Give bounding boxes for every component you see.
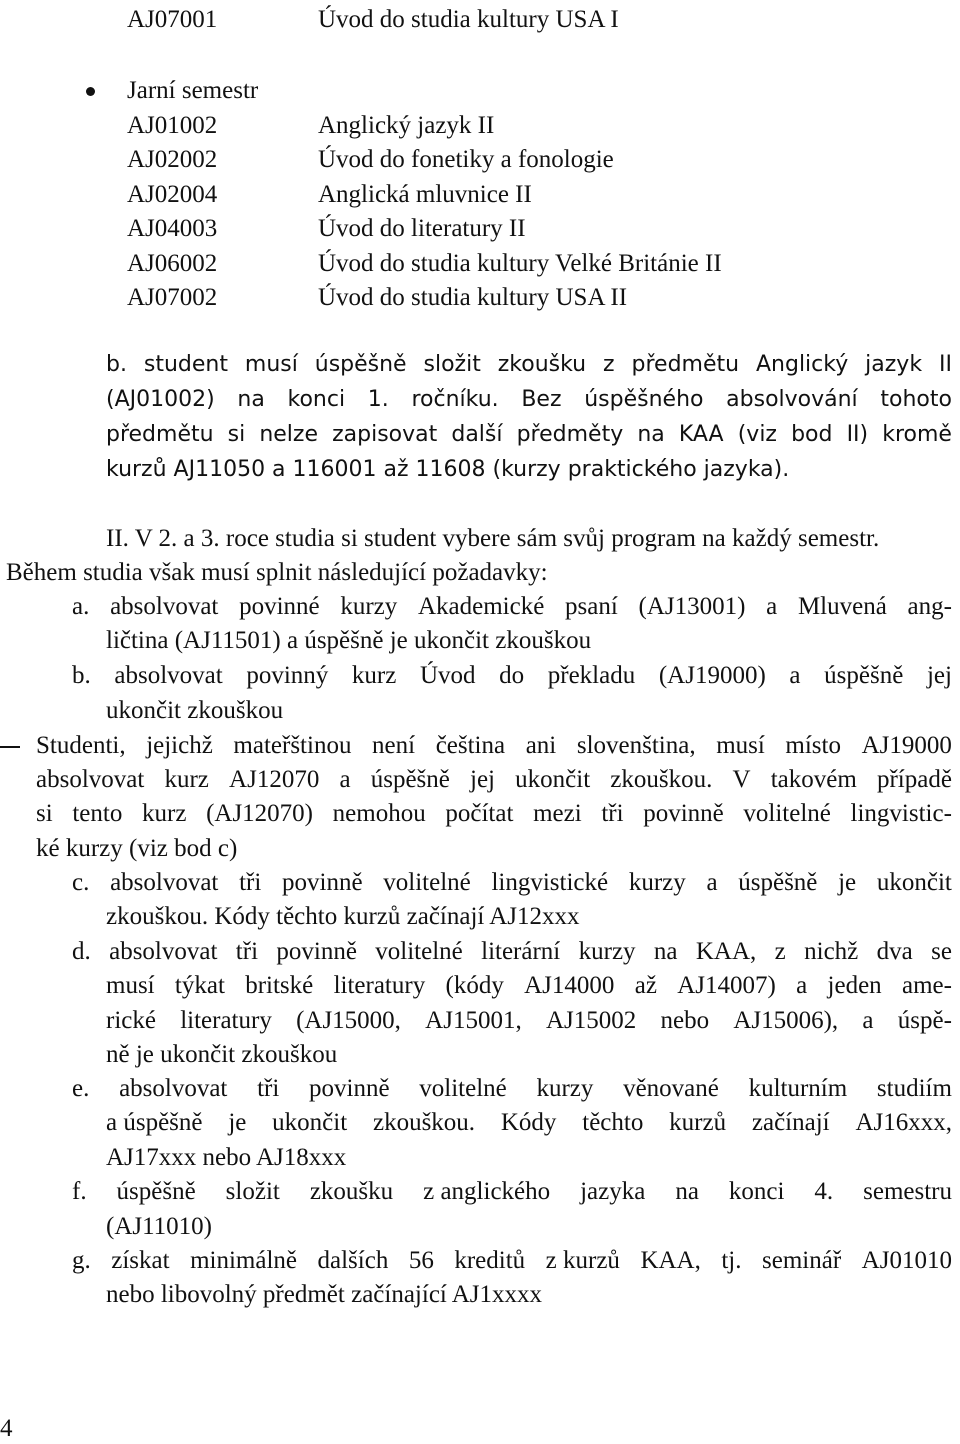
word: složit [225, 1178, 280, 1205]
word: britské [245, 972, 314, 999]
word: AJ16xxx, [855, 1109, 952, 1136]
word: kurz [351, 662, 397, 689]
word: (AJ01002) [106, 387, 215, 412]
word: povinné [239, 593, 320, 620]
word: dva [876, 938, 913, 965]
word: kurzy [340, 593, 398, 620]
word: absolvovat [110, 869, 219, 896]
word: nelze [259, 422, 319, 447]
word: začínají [751, 1109, 830, 1136]
word: absolvovat [109, 938, 218, 965]
word: tento [72, 800, 123, 827]
word: literární [481, 938, 561, 965]
word: předměty [516, 422, 624, 447]
word: Studenti, [36, 732, 126, 759]
requirement-a [72, 592, 952, 622]
requirement-d: ně je ukončit zkouškou [106, 1041, 338, 1068]
word: čeština [435, 732, 506, 759]
word: nebo [660, 1007, 710, 1034]
word: zkouškou. [610, 766, 713, 793]
word: je [838, 869, 857, 896]
word: povinný [246, 662, 329, 689]
section-b-line [106, 420, 952, 450]
word: z [603, 352, 615, 377]
requirement-d [106, 971, 952, 1001]
word: povinně [276, 938, 357, 965]
word: konci [287, 387, 346, 412]
word: 4. [814, 1178, 834, 1205]
word: Kódy [500, 1109, 557, 1136]
course-title: Úvod do studia kultury USA I [318, 6, 619, 33]
word: II [938, 352, 952, 377]
word: kromě [882, 422, 952, 447]
word: a [796, 972, 808, 999]
word: na [637, 422, 665, 447]
requirement-e [106, 1108, 952, 1138]
word: úspěšně [116, 1178, 196, 1205]
word: ukončit [272, 1109, 348, 1136]
word: lingvistic- [850, 800, 952, 827]
word: a [339, 766, 351, 793]
word: KAA [678, 422, 724, 447]
course-title: Úvod do literatury II [318, 215, 526, 242]
word: z anglického [423, 1178, 551, 1205]
word: z [774, 938, 786, 965]
word: věnované [623, 1075, 719, 1102]
word: a úspěšně [106, 1109, 203, 1136]
word: bod [791, 422, 833, 447]
word: další [451, 422, 503, 447]
word: (AJ13001) [638, 593, 746, 620]
word: Anglický [755, 352, 849, 377]
word: AJ15001, [425, 1007, 522, 1034]
word: musí [716, 732, 765, 759]
word: tři [235, 938, 259, 965]
word: ang- [907, 593, 952, 620]
word: a [862, 1007, 874, 1034]
word: Mluvená [797, 593, 887, 620]
word: AJ14007) [677, 972, 776, 999]
requirement-d [72, 937, 952, 967]
word: není [372, 732, 416, 759]
word: jazyka [580, 1178, 646, 1205]
course-code: AJ06002 [127, 250, 218, 277]
word: musí [106, 972, 155, 999]
word: a [766, 593, 778, 620]
word: úspěšně [314, 352, 407, 377]
word: ukončit [515, 766, 591, 793]
word: až [634, 972, 657, 999]
word: předmětu [631, 352, 740, 377]
course-code: AJ07002 [127, 284, 218, 311]
word: seminář [762, 1247, 842, 1274]
note-line [36, 731, 952, 761]
word: povinně [309, 1075, 390, 1102]
course-title: Anglický jazyk II [318, 112, 495, 139]
word: d. [72, 938, 91, 965]
word: KAA, [640, 1247, 701, 1274]
requirement-f: (AJ11010) [106, 1213, 213, 1240]
word: AJ01010 [861, 1247, 952, 1274]
section-II-line: Během studia však musí splnit následující požadavky: [6, 559, 548, 586]
word: slovenština, [576, 732, 696, 759]
word: předmětu [106, 422, 214, 447]
word: zkoušku [497, 352, 587, 377]
word: g. [72, 1247, 91, 1274]
word: b. [72, 662, 91, 689]
word: úspě- [897, 1007, 952, 1034]
word: na [237, 387, 265, 412]
word: se [931, 938, 952, 965]
requirement-g: nebo libovolný předmět začínající AJ1xxxx [106, 1281, 543, 1308]
word: konci [728, 1178, 785, 1205]
word: na [675, 1178, 699, 1205]
course-title: Úvod do studia kultury Velké Británie II [318, 250, 722, 277]
word: si [36, 800, 53, 827]
word: tj. [721, 1247, 742, 1274]
course-code: AJ07001 [127, 6, 218, 33]
word: těchto [582, 1109, 644, 1136]
word: mateřštinou [233, 732, 352, 759]
course-code: AJ04003 [127, 215, 218, 242]
word: kurzy [536, 1075, 594, 1102]
word: překladu [547, 662, 636, 689]
word: (AJ15000, [296, 1007, 401, 1034]
word: absolvovat [114, 662, 223, 689]
word: ukončit [876, 869, 952, 896]
word: jazyk [865, 352, 923, 377]
bullet-icon [86, 87, 95, 96]
word: e. [72, 1075, 90, 1102]
dash-icon [0, 746, 20, 748]
word: musí [244, 352, 298, 377]
word: absolvování [726, 387, 858, 412]
word: volitelné [383, 869, 471, 896]
word: jeden [827, 972, 882, 999]
course-code: AJ01002 [127, 112, 218, 139]
word: volitelné [743, 800, 831, 827]
word: b. [106, 352, 127, 377]
semester-label: Jarní semestr [127, 77, 259, 104]
word: Bez [521, 387, 562, 412]
word: zkoušku [309, 1178, 394, 1205]
course-code: AJ02004 [127, 181, 218, 208]
word: takovém [770, 766, 857, 793]
word: AJ12070 [229, 766, 320, 793]
course-code: AJ02002 [127, 146, 218, 173]
word: AJ14000 [524, 972, 615, 999]
requirement-c [72, 868, 952, 898]
course-title: Úvod do studia kultury USA II [318, 284, 628, 311]
requirement-a: ličtina (AJ11501) a úspěšně je ukončit zkouškou [106, 627, 592, 654]
word: kurz [142, 800, 187, 827]
word: absolvovat [119, 1075, 228, 1102]
word: KAA, [695, 938, 757, 965]
requirement-g [72, 1246, 952, 1276]
word: si [227, 422, 246, 447]
word: tři [257, 1075, 280, 1102]
word: literatury [333, 972, 426, 999]
word: kreditů [454, 1247, 526, 1274]
word: je [228, 1109, 247, 1136]
word: AJ15006), [733, 1007, 839, 1034]
course-title: Anglická mluvnice II [318, 181, 532, 208]
note-line: ké kurzy (viz bod c) [36, 835, 238, 862]
word: povinně [643, 800, 724, 827]
word: volitelné [419, 1075, 507, 1102]
requirement-b: ukončit zkouškou [106, 697, 284, 724]
word: získat [111, 1247, 170, 1274]
word: jejichž [146, 732, 213, 759]
section-b-line [106, 385, 952, 415]
requirement-b [72, 661, 952, 691]
word: úspěšně [824, 662, 904, 689]
word: 1. [367, 387, 389, 412]
word: literatury [180, 1007, 272, 1034]
word: II) [846, 422, 869, 447]
word: počítat [445, 800, 514, 827]
requirement-e [72, 1074, 952, 1104]
word: studiím [876, 1075, 952, 1102]
section-b-line: kurzů AJ11050 a 116001 až 11608 (kurzy praktického jazyka). [106, 457, 790, 482]
word: týkat [174, 972, 225, 999]
word: AJ15002 [545, 1007, 637, 1034]
word: povinně [282, 869, 363, 896]
word: mezi [533, 800, 582, 827]
word: tři [601, 800, 624, 827]
page-number: 4 [0, 1415, 13, 1442]
word: student [143, 352, 228, 377]
word: Úvod [419, 662, 476, 689]
word: psaní [565, 593, 618, 620]
course-title: Úvod do fonetiky a fonologie [318, 146, 614, 173]
word: V [732, 766, 751, 793]
word: kurzů [669, 1109, 727, 1136]
word: místo [785, 732, 841, 759]
word: (AJ12070) [206, 800, 314, 827]
word: jej [926, 662, 952, 689]
section-b-line [106, 350, 952, 380]
word: (kódy [445, 972, 504, 999]
word: úspěšně [370, 766, 450, 793]
note-line [36, 765, 952, 795]
word: a [706, 869, 718, 896]
word: složit [423, 352, 481, 377]
word: absolvovat [110, 593, 219, 620]
word: minimálně [190, 1247, 297, 1274]
word: ročníku. [411, 387, 499, 412]
word: 56 [408, 1247, 434, 1274]
word: AJ19000 [861, 732, 952, 759]
note-line [36, 799, 952, 829]
word: ani [525, 732, 557, 759]
word: dalších [317, 1247, 389, 1274]
word: absolvovat [36, 766, 145, 793]
requirement-e: AJ17xxx nebo AJ18xxx [106, 1144, 347, 1171]
word: kurz [164, 766, 209, 793]
requirement-f [72, 1177, 952, 1207]
word: a [789, 662, 801, 689]
word: rické [106, 1007, 156, 1034]
word: kurzy [578, 938, 636, 965]
word: do [499, 662, 525, 689]
word: zkouškou. [372, 1109, 476, 1136]
word: (viz [737, 422, 777, 447]
word: tři [239, 869, 262, 896]
word: nichž [804, 938, 859, 965]
requirement-c: zkouškou. Kódy těchto kurzů začínají AJ12xxx [106, 903, 580, 930]
word: zapisovat [332, 422, 438, 447]
word: kurzy [628, 869, 686, 896]
word: na [653, 938, 678, 965]
requirement-d [106, 1006, 952, 1036]
word: volitelné [375, 938, 463, 965]
word: úspěšného [584, 387, 704, 412]
word: (AJ19000) [658, 662, 766, 689]
word: jej [470, 766, 496, 793]
word: ame- [901, 972, 952, 999]
word: lingvistické [491, 869, 609, 896]
word: nemohou [332, 800, 426, 827]
word: semestru [863, 1178, 952, 1205]
word: z kurzů [545, 1247, 620, 1274]
word: Akademické [417, 593, 545, 620]
word: c. [72, 869, 90, 896]
word: kulturním [748, 1075, 848, 1102]
section-II-line: II. V 2. a 3. roce studia si student vybere sám svůj program na každý semestr. [106, 525, 880, 552]
word: f. [72, 1178, 87, 1205]
word: úspěšně [738, 869, 818, 896]
word: a. [72, 593, 90, 620]
word: případě [876, 766, 952, 793]
word: tohoto [880, 387, 952, 412]
